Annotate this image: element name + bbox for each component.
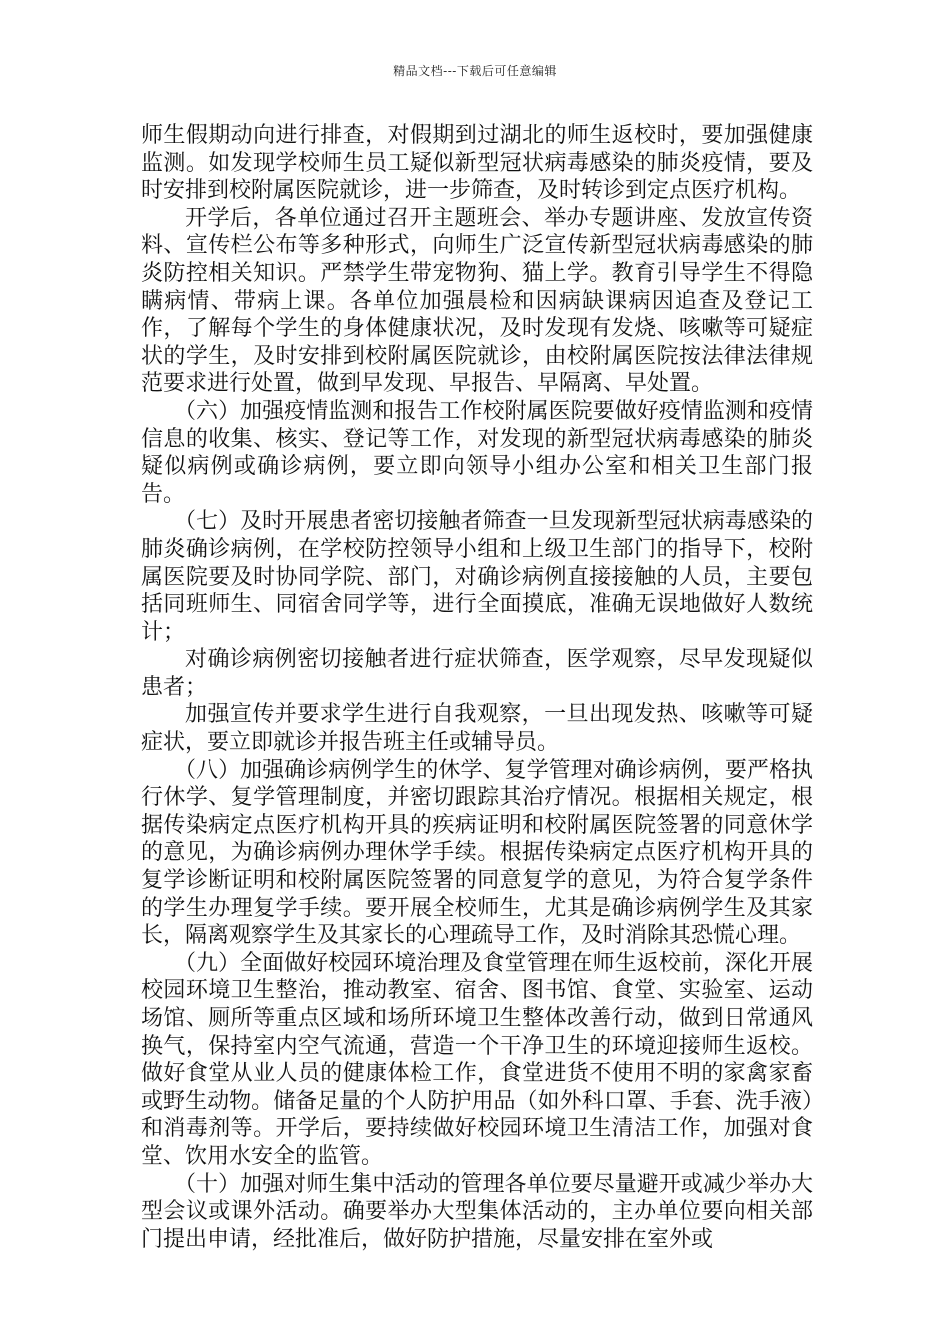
header-note: 精品文档---下载后可任意编辑 [393,64,557,78]
paragraph-section-6: （六）加强疫情监测和报告工作校附属医院要做好疫情监测和疫情信息的收集、核实、登记等工作，对发现的新型冠状病毒感染的肺炎疑似病例或确诊病例，要立即向领导小组办公室和相关卫生部门报告。 [141,398,813,507]
paragraph-section-8: （八）加强确诊病例学生的休学、复学管理对确诊病例，要严格执行休学、复学管理制度，并密切跟踪其治疗情况。根据相关规定，根据传染病定点医疗机构开具的疾病证明和校附属医院签署的同意休学的意见，为确诊病例办理休学手续。根据传染病定点医疗机构开具的复学诊断证明和校附属医院签署的同意复学的意见，为符合复学条件的学生办理复学手续。要开展全校师生，尤其是确诊病例学生及其家长，隔离观察学生及其家长的心理疏导工作，及时消除其恐慌心理。 [141,757,813,949]
paragraph-section-9: （九）全面做好校园环境治理及食堂管理在师生返校前，深化开展校园环境卫生整治，推动教室、宿舍、图书馆、食堂、实验室、运动场馆、厕所等重点区域和场所环境卫生整体改善行动，做到日常通风换气，保持室内空气流通，营造一个干净卫生的环境迎接师生返校。做好食堂从业人员的健康体检工作，食堂进货不使用不明的家禽家畜或野生动物。储备足量的个人防护用品（如外科口罩、手套、洗手液）和消毒剂等。开学后，要持续做好校园环境卫生清洁工作，加强对食堂、饮用水安全的监管。 [141,950,813,1169]
paragraph-close-contacts: 对确诊病例密切接触者进行症状筛查，医学观察，尽早发现疑似患者； [141,647,813,700]
paragraph-continued: 师生假期动向进行排查，对假期到过湖北的师生返校时，要加强健康监测。如发现学校师生员工疑似新型冠状病毒感染的肺炎疫情，要及时安排到校附属医院就诊，进一步筛查，及时转诊到定点医疗机构。 [141,123,813,204]
paragraph-section-7: （七）及时开展患者密切接触者筛查一旦发现新型冠状病毒感染的肺炎确诊病例，在学校防控领导小组和上级卫生部门的指导下，校附属医院要及时协同学院、部门，对确诊病例直接接触的人员，主要包括同班师生、同宿舍同学等，进行全面摸底，准确无误地做好人数统计； [141,509,813,645]
paragraph-self-observation: 加强宣传并要求学生进行自我观察，一旦出现发热、咳嗽等可疑症状，要立即就诊并报告班主任或辅导员。 [141,702,813,756]
paragraph-section-10: （十）加强对师生集中活动的管理各单位要尽量避开或减少举办大型会议或课外活动。确要举办大型集体活动的，主办单位要向相关部门提出申请，经批准后，做好防护措施，尽量安排在室外或 [141,1171,813,1252]
document-body [141,122,813,1253]
paragraph-after-school-start: 开学后，各单位通过召开主题班会、举办专题讲座、发放宣传资料、宣传栏公布等多种形式，向师生广泛宣传新型冠状病毒感染的肺炎防控相关知识。严禁学生带宠物狗、猫上学。教育引导学生不得隐瞒病情、带病上课。各单位加强晨检和因病缺课病因追查及登记工作，了解每个学生的身体健康状况，及时发现有发烧、咳嗽等可疑症状的学生，及时安排到校附属医院就诊，由校附属医院按法律法律规范要求进行处置，做到早发现、早报告、早隔离、早处置。 [141,205,813,397]
